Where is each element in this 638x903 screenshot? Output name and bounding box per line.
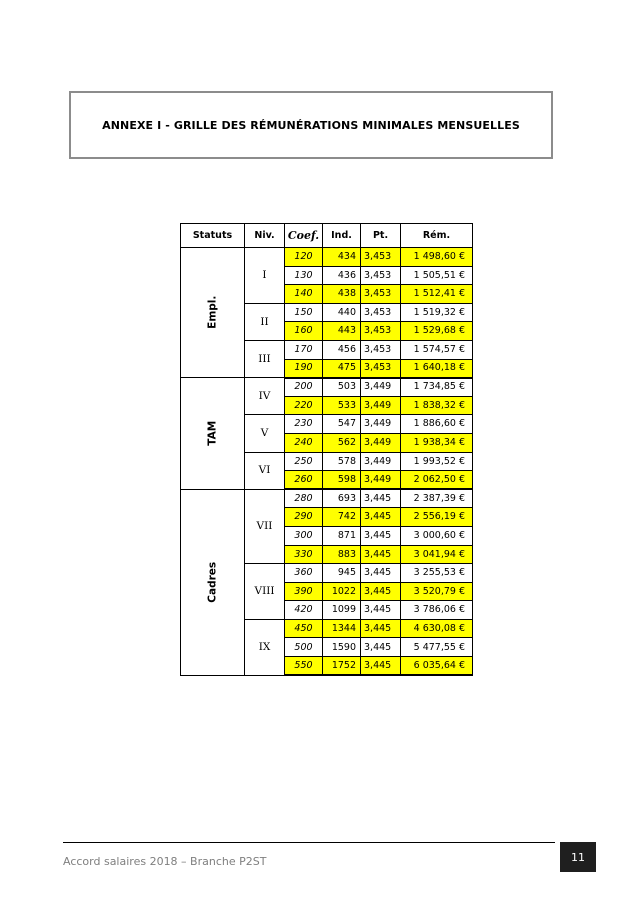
- page-number-box: [560, 842, 596, 872]
- coef-cell: 200: [285, 378, 323, 397]
- status-cell: [181, 378, 245, 490]
- annex-title: ANNEXE I - GRILLE DES RÉMUNÉRATIONS MINIMALES MENSUELLES: [102, 118, 520, 132]
- coef-cell: 150: [285, 303, 323, 322]
- ind-cell: 434: [323, 248, 361, 267]
- coef-cell: 250: [285, 452, 323, 471]
- ind-cell: 440: [323, 303, 361, 322]
- rem-cell: 1 886,60 €: [401, 415, 473, 434]
- footer-text: Accord salaires 2018 – Branche P2ST: [63, 855, 267, 868]
- ind-cell: 436: [323, 266, 361, 285]
- ind-cell: 1752: [323, 657, 361, 676]
- status-label: TAM: [206, 420, 219, 446]
- ind-cell: 1022: [323, 582, 361, 601]
- salary-grid-table: [180, 223, 473, 676]
- coef-cell: 360: [285, 564, 323, 583]
- rem-cell: 1 505,51 €: [401, 266, 473, 285]
- status-label: Cadres: [206, 561, 219, 603]
- ind-cell: 1590: [323, 638, 361, 657]
- ind-cell: 883: [323, 545, 361, 564]
- rem-cell: 3 255,53 €: [401, 564, 473, 583]
- rem-cell: 1 529,68 €: [401, 322, 473, 341]
- rem-cell: 1 838,32 €: [401, 396, 473, 415]
- rem-cell: 2 556,19 €: [401, 508, 473, 527]
- coef-cell: 290: [285, 508, 323, 527]
- coef-cell: 120: [285, 248, 323, 267]
- rem-cell: 1 640,18 €: [401, 359, 473, 378]
- pt-cell: 3,445: [361, 489, 401, 508]
- ind-cell: 742: [323, 508, 361, 527]
- coef-cell: 220: [285, 396, 323, 415]
- coef-cell: 550: [285, 657, 323, 676]
- status-label: Empl.: [206, 295, 219, 330]
- coef-cell: 170: [285, 340, 323, 359]
- coef-cell: 450: [285, 619, 323, 638]
- pt-cell: 3,449: [361, 471, 401, 490]
- coef-cell: 420: [285, 601, 323, 620]
- rem-cell: 1 938,34 €: [401, 433, 473, 452]
- ind-cell: 871: [323, 526, 361, 545]
- pt-cell: 3,453: [361, 322, 401, 341]
- pt-cell: 3,445: [361, 638, 401, 657]
- rem-cell: 2 062,50 €: [401, 471, 473, 490]
- coef-cell: 130: [285, 266, 323, 285]
- table-body: [181, 248, 473, 676]
- page-number: 11: [571, 850, 585, 864]
- coef-cell: 390: [285, 582, 323, 601]
- pt-cell: 3,453: [361, 359, 401, 378]
- niv-cell: II: [245, 303, 285, 340]
- header-statuts: Statuts: [181, 224, 245, 248]
- niv-cell: VI: [245, 452, 285, 489]
- table-row: [181, 489, 473, 508]
- pt-cell: 3,453: [361, 285, 401, 304]
- table-header-row: [181, 224, 473, 248]
- ind-cell: 693: [323, 489, 361, 508]
- header-coef: Coef.: [285, 224, 323, 248]
- rem-cell: 1 498,60 €: [401, 248, 473, 267]
- rem-cell: 6 035,64 €: [401, 657, 473, 676]
- coef-cell: 160: [285, 322, 323, 341]
- rem-cell: 1 512,41 €: [401, 285, 473, 304]
- rem-cell: 1 993,52 €: [401, 452, 473, 471]
- rem-cell: 2 387,39 €: [401, 489, 473, 508]
- header-ind: Ind.: [323, 224, 361, 248]
- rem-cell: 3 520,79 €: [401, 582, 473, 601]
- rem-cell: 3 786,06 €: [401, 601, 473, 620]
- header-pt: Pt.: [361, 224, 401, 248]
- coef-cell: 500: [285, 638, 323, 657]
- pt-cell: 3,445: [361, 657, 401, 676]
- table-row: [181, 248, 473, 267]
- header-niv: Niv.: [245, 224, 285, 248]
- pt-cell: 3,445: [361, 508, 401, 527]
- rem-cell: 3 000,60 €: [401, 526, 473, 545]
- niv-cell: I: [245, 248, 285, 304]
- niv-cell: IV: [245, 378, 285, 415]
- coef-cell: 330: [285, 545, 323, 564]
- ind-cell: 438: [323, 285, 361, 304]
- rem-cell: 5 477,55 €: [401, 638, 473, 657]
- ind-cell: 443: [323, 322, 361, 341]
- pt-cell: 3,445: [361, 526, 401, 545]
- pt-cell: 3,453: [361, 248, 401, 267]
- pt-cell: 3,449: [361, 433, 401, 452]
- ind-cell: 503: [323, 378, 361, 397]
- niv-cell: IX: [245, 619, 285, 675]
- ind-cell: 475: [323, 359, 361, 378]
- pt-cell: 3,453: [361, 340, 401, 359]
- pt-cell: 3,453: [361, 303, 401, 322]
- ind-cell: 1099: [323, 601, 361, 620]
- pt-cell: 3,453: [361, 266, 401, 285]
- coef-cell: 230: [285, 415, 323, 434]
- pt-cell: 3,445: [361, 564, 401, 583]
- niv-cell: III: [245, 340, 285, 377]
- ind-cell: 1344: [323, 619, 361, 638]
- table-row: [181, 378, 473, 397]
- pt-cell: 3,449: [361, 452, 401, 471]
- pt-cell: 3,449: [361, 415, 401, 434]
- coef-cell: 260: [285, 471, 323, 490]
- rem-cell: 1 519,32 €: [401, 303, 473, 322]
- niv-cell: VIII: [245, 564, 285, 620]
- ind-cell: 562: [323, 433, 361, 452]
- ind-cell: 533: [323, 396, 361, 415]
- status-cell: [181, 248, 245, 378]
- pt-cell: 3,449: [361, 396, 401, 415]
- niv-cell: V: [245, 415, 285, 452]
- rem-cell: 4 630,08 €: [401, 619, 473, 638]
- pt-cell: 3,445: [361, 545, 401, 564]
- ind-cell: 578: [323, 452, 361, 471]
- coef-cell: 240: [285, 433, 323, 452]
- ind-cell: 945: [323, 564, 361, 583]
- pt-cell: 3,445: [361, 582, 401, 601]
- footer-divider: [63, 842, 555, 843]
- coef-cell: 140: [285, 285, 323, 304]
- ind-cell: 547: [323, 415, 361, 434]
- niv-cell: VII: [245, 489, 285, 563]
- pt-cell: 3,445: [361, 619, 401, 638]
- header-rem: Rém.: [401, 224, 473, 248]
- rem-cell: 1 574,57 €: [401, 340, 473, 359]
- pt-cell: 3,449: [361, 378, 401, 397]
- ind-cell: 456: [323, 340, 361, 359]
- ind-cell: 598: [323, 471, 361, 490]
- rem-cell: 3 041,94 €: [401, 545, 473, 564]
- coef-cell: 190: [285, 359, 323, 378]
- annex-title-box: [69, 91, 553, 159]
- pt-cell: 3,445: [361, 601, 401, 620]
- coef-cell: 300: [285, 526, 323, 545]
- coef-cell: 280: [285, 489, 323, 508]
- rem-cell: 1 734,85 €: [401, 378, 473, 397]
- status-cell: [181, 489, 245, 675]
